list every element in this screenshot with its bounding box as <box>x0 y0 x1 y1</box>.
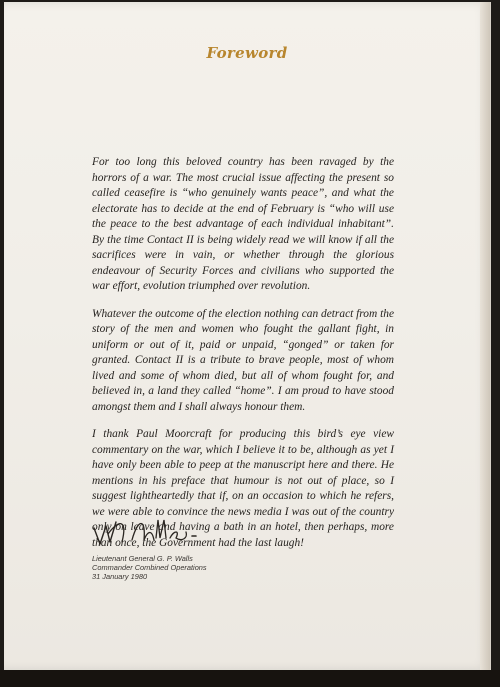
paragraph-1: For too long this beloved country has been ravaged by the horrors of a war. The most crucial issue affecting the present so called ceasefire is “who genuinely wants peace”, and what the electorate has to decide at the end of February is “who will use the peace to the best advantage of each individual inhabitant”. By the time Contact II is being widely read we will know if all the sacrifices were in vain, or whether through the glorious endeavour of Security Forces and civilians who supported the war effort, evolution triumphed over revolution. <box>92 156 394 292</box>
paragraph-2: Whatever the outcome of the election nothing can detract from the story of the men and women who fought the gallant fight, in uniform or out of it, paid or unpaid, “gonged” or taken for granted. Contact II is a tribute to brave people, most of whom lived and some of whom died, but all of whom fought for, and believed in, a land they called “home”. I am proud to have stood amongst them and I shall always honour them. <box>92 307 394 413</box>
signatory-name: Lieutenant General G. P. Walls <box>92 554 193 563</box>
signature-date: 31 January 1980 <box>92 572 148 581</box>
scan-bottom-edge <box>0 670 500 687</box>
paragraph-3: I thank Paul Moorcraft for producing this bird’s eye view commentary on the war, which I believe it to be, although as yet I have only been able to peep at the manuscript here and there. He mentions in his preface that humour is not out of place, so I suggest lightheartedly that if, on an occasion to which he refers, we were able to convince the news media I was out of the country only on leave and having a bath in an hotel, then perhaps, more than once, the Government had the last laugh! <box>92 428 394 549</box>
signature-block <box>92 554 207 581</box>
foreword-body <box>92 155 394 563</box>
page-title: Foreword <box>206 44 288 62</box>
page-spine-edge <box>480 2 490 670</box>
handwritten-signature <box>88 512 218 548</box>
signatory-position: Commander Combined Operations <box>92 563 207 572</box>
book-page <box>4 2 491 670</box>
